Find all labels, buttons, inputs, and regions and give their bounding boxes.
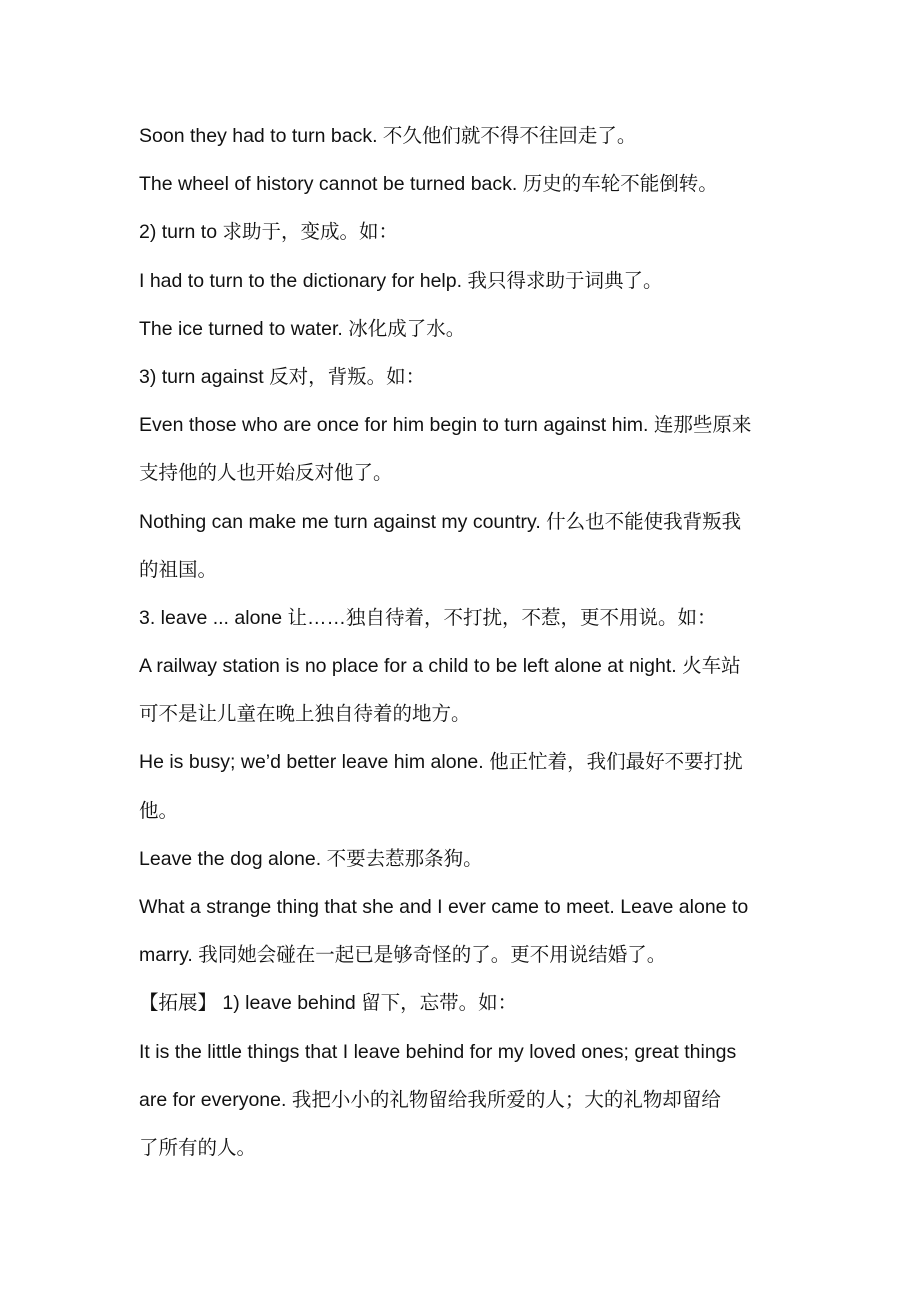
- text-line-14: He is busy; we’d better leave him alone. 他正忙着，我们最好不要打扰: [139, 751, 743, 774]
- text-line-7: Even those who are once for him begin to turn against him. 连那些原来: [139, 414, 752, 437]
- text-line-21: are for everyone. 我把小小的礼物留给我所爱的人；大的礼物却留给: [139, 1088, 721, 1111]
- text-line-19: 【拓展】 1) leave behind 留下，忘带。如：: [139, 992, 518, 1015]
- text-line-9: Nothing can make me turn against my country. 什么也不能使我背叛我: [139, 510, 742, 533]
- document-page: [139, 112, 789, 1172]
- text-line-6: 3) turn against 反对，背叛。如：: [139, 365, 426, 388]
- text-line-5: The ice turned to water. 冰化成了水。: [139, 317, 466, 340]
- text-line-4: I had to turn to the dictionary for help. 我只得求助于词典了。: [139, 269, 663, 292]
- text-line-18: marry. 我同她会碰在一起已是够奇怪的了。更不用说结婚了。: [139, 944, 667, 967]
- text-line-11: 3. leave ... alone 让……独自待着，不打扰，不惹，更不用说。如：: [139, 606, 717, 629]
- text-line-22: 了所有的人。: [139, 1136, 257, 1159]
- text-line-10: 的祖国。: [139, 558, 218, 581]
- text-line-8: 支持他的人也开始反对他了。: [139, 462, 393, 485]
- text-line-3: 2) turn to 求助于，变成。如：: [139, 221, 398, 244]
- text-line-15: 他。: [139, 799, 179, 822]
- text-line-13: 可不是让儿童在晚上独自待着的地方。: [139, 703, 471, 726]
- text-line-17: What a strange thing that she and I ever came to meet. Leave alone to: [139, 896, 749, 918]
- text-line-2: The wheel of history cannot be turned back. 历史的车轮不能倒转。: [139, 173, 718, 196]
- text-line-12: A railway station is no place for a child to be left alone at night. 火车站: [139, 655, 741, 678]
- text-line-20: It is the little things that I leave behind for my loved ones; great things: [139, 1040, 737, 1063]
- text-line-16: Leave the dog alone. 不要去惹那条狗。: [139, 847, 483, 870]
- text-line-1: Soon they had to turn back. 不久他们就不得不往回走了。: [139, 125, 637, 147]
